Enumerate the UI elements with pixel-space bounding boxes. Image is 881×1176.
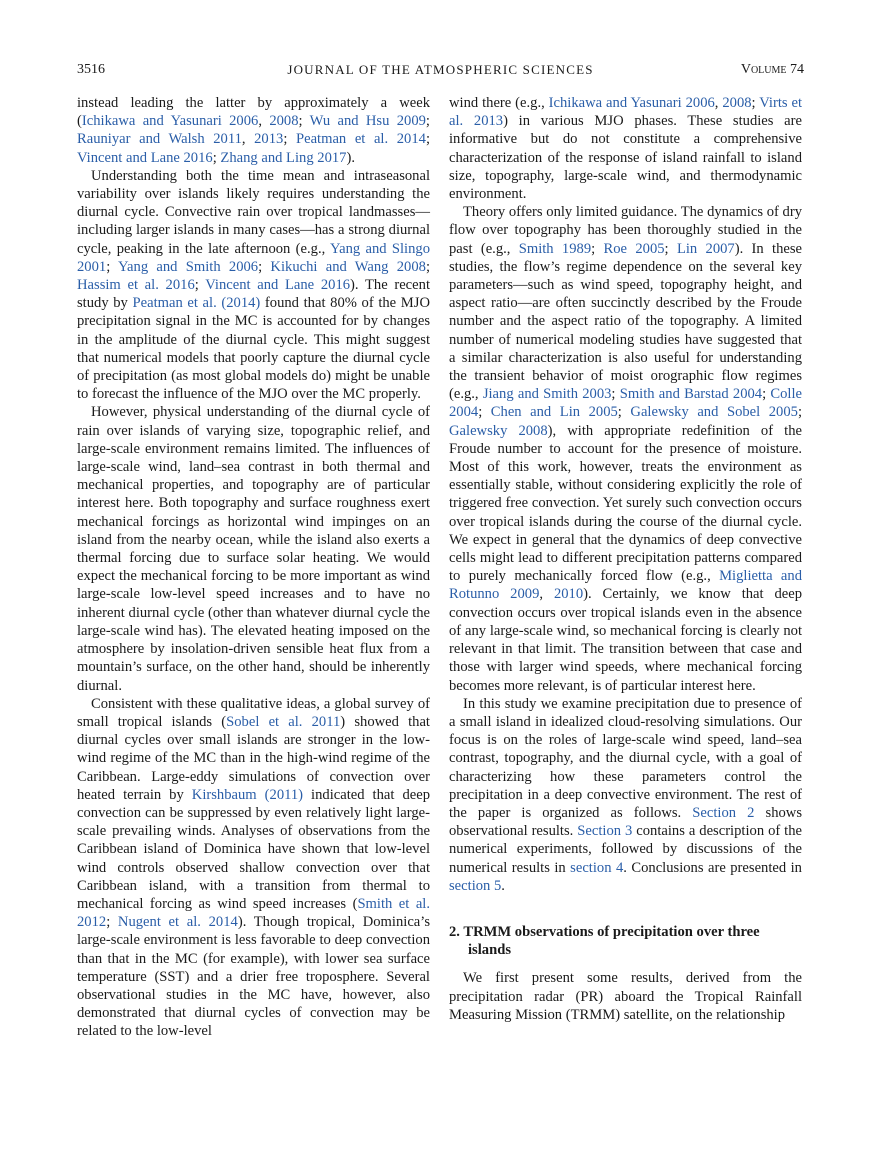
citation-link[interactable]: Virts et al. 2013 [449,95,802,130]
citation-link[interactable]: Colle 2004 [449,386,802,421]
paragraph [77,94,430,167]
paragraph: However, physical understanding of the diurnal cycle of rain over islands of varying size, topographic relief, and large-scale environment remains limited. The influences of large-scale wind, land–sea contrast in both thermal and mechanical properties, and topography are of particular interest here. Both topography and surface roughness exert mechanical forcings as horizontal wind impinges on an island from the nearby ocean, while the island also exerts a thermal forcing due to surface solar heating. We would expect the mechanical forcing to be more important as wind large-scale low-level speed increases and to have no inherent diurnal cycle (other than whatever diurnal cycle the large-scale wind has). The elevated heating imposed on the atmosphere by insolation-driven sensible heat flux from a mountain’s surface, on the other hand, should be inherently diurnal. [77,404,430,694]
citation-link[interactable]: Sobel et al. 2011 [226,713,341,730]
body-text: ; [106,258,118,275]
body-text: shows observational results. [449,804,803,840]
citation-link[interactable]: Miglietta and Rotunno 2009 [449,568,802,603]
left-column [77,94,430,1041]
paragraph [449,94,802,203]
paragraph [77,695,430,1041]
volume-label: Volume 74 [740,62,804,77]
body-text: ). Certainly, we know that deep convection occurs over tropical islands even in the absence of any large-scale wind, so mechanical forcing is clearly not relevant in that limit. The transition between that case and those with larger wind speeds, where mechanical forcing becomes more relevant, is of particular interest here. [449,586,803,694]
citation-link[interactable]: Vincent and Lane 2016 [205,277,351,294]
body-text: ; [664,240,677,257]
body-text: ; [194,277,206,294]
citation-link[interactable]: section 4 [570,859,624,876]
body-text: ; [591,240,604,257]
body-text: ; [283,131,296,148]
citation-link[interactable]: Hassim et al. 2016 [77,277,195,294]
citation-link[interactable]: Smith and Barstad 2004 [619,386,763,403]
body-text: ; [617,404,631,421]
body-text: In this study we examine precipitation due to presence of a small island in idealized cloud-resolving simulations. Our focus is on the roles of large-scale wind speed, land–sea contrast, topography, and the diurnal cycle, with a goal of characterizing how these parameters control the precipitation in a deep convective environment. The rest of the paper is organized as follows. [449,695,802,821]
body-text: . [501,877,505,894]
body-text: ; [425,113,430,130]
right-column [449,94,802,1024]
body-text: ; [611,386,620,403]
citation-link[interactable]: section 5 [449,877,502,894]
citation-link[interactable]: 2008 [722,95,752,111]
citation-link[interactable]: Vincent and Lane 2016 [77,149,213,166]
citation-link[interactable]: Yang and Slingo 2001 [77,240,430,275]
body-text: ; [762,386,771,403]
body-text: ), with appropriate redefinition of the Froude number to account for the presence of moisture. Most of this work, however, treats the environment as essentially stable, without considering explicitly the role of triggered free convection. Yet surely such convection occurs over tropical islands during the course of the diurnal cycle. We expect in general that the dynamics of deep convective cells might lead to different precipitation patterns compared to purely mechanically forced flow (e.g., [449,422,802,585]
body-text: ; [298,113,310,130]
body-text: ). Though tropical, Dominica’s large-scale environment is less favorable to deep convection than that in the MC (for example), with lower sea surface temperature (SST) and a drier free troposphere. Several observational studies in the MC have, however, also demonstrated that diurnal cycles of convection may be related to the low-level [77,914,431,1040]
body-text: ; [425,258,430,275]
citation-link[interactable]: Zhang and Ling 2017 [220,149,347,166]
body-text: indicated that deep convection can be suppressed by even relatively light large-scale prevailing winds. Analyses of observations from the Caribbean island of Dominica have shown that low-level wind controls observed shallow convection over that Caribbean island, with a transition from thermal to mechanical forcing as wind speed increases ( [77,786,430,912]
body-text: ) showed that diurnal cycles over small islands are stronger in the low-wind regime of the MC than in the high-wind regime of the Caribbean. Large-eddy simulations of convection over heated terrain by [77,713,430,803]
citation-link[interactable]: Wu and Hsu 2009 [309,113,426,130]
citation-link[interactable]: Galewsky and Sobel 2005 [630,404,798,421]
paragraph [77,167,430,404]
citation-link[interactable]: Yang and Smith 2006 [117,258,259,275]
body-text: ; [212,149,221,166]
citation-link[interactable]: 2010 [553,586,584,603]
paragraph: We first present some results, derived from the precipitation radar (PR) aboard the Tropical Rainfall Measuring Mission (TRMM) satellite, on the relationship [449,970,802,1023]
body-text: ). The recent study by [77,277,430,312]
paragraph [449,203,802,694]
citation-link[interactable]: Roe 2005 [603,240,665,257]
page-number: 3516 [77,62,105,77]
body-text: . Conclusions are presented in [623,859,802,876]
citation-link[interactable]: Ichikawa and Yasunari 2006 [81,113,259,130]
citation-link[interactable]: Smith 1989 [518,240,592,257]
citation-link[interactable]: Nugent et al. 2014 [117,914,238,931]
body-text: instead leading the latter by approximately a week ( [77,95,430,130]
body-text: ; [258,258,271,275]
citation-link[interactable]: Chen and Lin 2005 [490,404,618,421]
citation-link[interactable]: Kirshbaum (2011) [191,786,304,803]
body-text: ; [751,95,760,111]
body-text: ; [106,914,118,931]
body-text: Understanding both the time mean and intraseasonal variability over islands likely requires understanding the diurnal cycle. Convective rain over tropical landmasses—including larger islands in many cases—has a strong diurnal cycle, peaking in the late afternoon (e.g., [77,167,430,257]
body-text: ; [425,131,430,148]
body-text: ). In these studies, the flow’s regime dependence on the several key parameters—such as wind speed, topography height, and aspect ratio—are often succinctly described by the Froude number and the aspect ratio of the topography. A limited number of numerical modeling studies have suggested that a similar characterization is also useful for understanding the transient behavior of moist orographic flow regimes (e.g., [449,240,803,403]
citation-link[interactable]: Smith et al. 2012 [77,895,431,931]
body-text: ; [797,404,802,421]
citation-link[interactable]: Peatman et al. (2014) [132,295,261,312]
body-text: Consistent with these qualitative ideas, a global survey of small tropical islands ( [77,695,430,730]
body-text: ) in various MJO phases. These studies are informative but do not constitute a comprehensive characterization of the response of island rainfall to island size, topography, large-scale wind, and thermodynamic environment. [449,113,802,203]
citation-link[interactable]: Rauniyar and Walsh 2011 [77,131,242,148]
body-text: Theory offers only limited guidance. The dynamics of dry flow over topography has been thoroughly studied in the past (e.g., [449,204,802,257]
running-header [77,62,804,82]
body-text: wind there (e.g., [449,95,549,111]
citation-link[interactable]: Jiang and Smith 2003 [482,386,612,403]
citation-link[interactable]: Section 3 [577,823,633,840]
body-text: , [258,113,270,130]
citation-link[interactable]: 2008 [269,113,299,130]
citation-link[interactable]: Section 2 [692,804,755,821]
citation-link[interactable]: Lin 2007 [676,240,735,257]
body-text: ; [478,404,491,421]
journal-title: JOURNAL OF THE ATMOSPHERIC SCIENCES [287,62,594,77]
paragraph [449,695,802,895]
citation-link[interactable]: Kikuchi and Wang 2008 [270,258,426,275]
citation-link[interactable]: Ichikawa and Yasunari 2006 [548,95,715,111]
body-text: , [241,131,255,148]
body-text: contains a description of the numerical experiments, followed by discussions of the numerical results in [449,823,803,876]
citation-link[interactable]: Peatman et al. 2014 [295,131,426,148]
body-text: , [539,586,554,603]
section-heading: 2. TRMM observations of precipitation over three islands [449,923,760,959]
citation-link[interactable]: Galewsky 2008 [449,422,548,439]
body-text: ). [346,149,355,166]
citation-link[interactable]: 2013 [254,131,284,148]
body-text: found that 80% of the MJO precipitation signal in the MC is accounted for by changes in the amplitude of the diurnal cycle. This might suggest that numerical models that poorly capture the diurnal cycle of precipitation (as most global models do) might be unable to forecast the influence of the MJO over the MC properly. [77,295,430,403]
body-text: , [714,95,723,111]
